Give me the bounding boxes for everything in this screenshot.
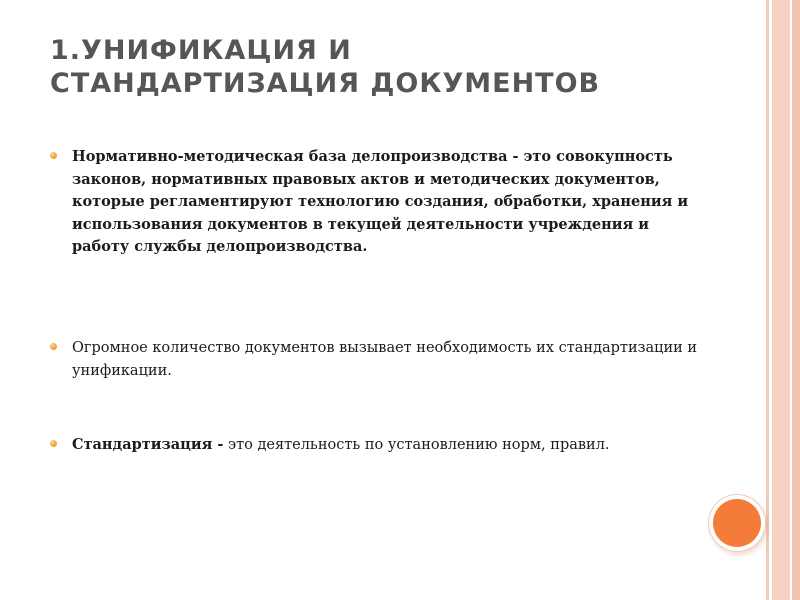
bullet-dot-icon	[50, 343, 57, 350]
slide-title-line1: 1.УНИФИКАЦИЯ И	[50, 35, 352, 66]
bullet-item	[50, 337, 700, 382]
bullet-dot-icon	[50, 440, 57, 447]
bullet-definition: это деятельность по установлению норм, правил.	[223, 437, 610, 453]
bullet-text: Нормативно-методическая база делопроизводства - это совокупность законов, нормативных правовых актов и методических документов, которые регламентируют технологию создания, обработки, хранения и использования документов в текущей деятельности учреждения и работу службы делопроизводства.	[72, 148, 689, 255]
bullet-item	[50, 434, 700, 457]
slide-title-line2: СТАНДАРТИЗАЦИЯ ДОКУМЕНТОВ	[50, 68, 601, 99]
decorative-stripe	[792, 0, 800, 600]
bullet-text	[72, 434, 700, 457]
bullet-item	[50, 146, 700, 259]
bullet-dot-icon	[50, 152, 57, 159]
slide-title	[50, 34, 730, 100]
decorative-circle-icon	[713, 499, 761, 547]
bullet-text: Огромное количество документов вызывает необходимость их стандартизации и унификации.	[72, 340, 698, 379]
bullet-term: Стандартизация -	[72, 436, 224, 453]
decorative-stripe	[772, 0, 790, 600]
